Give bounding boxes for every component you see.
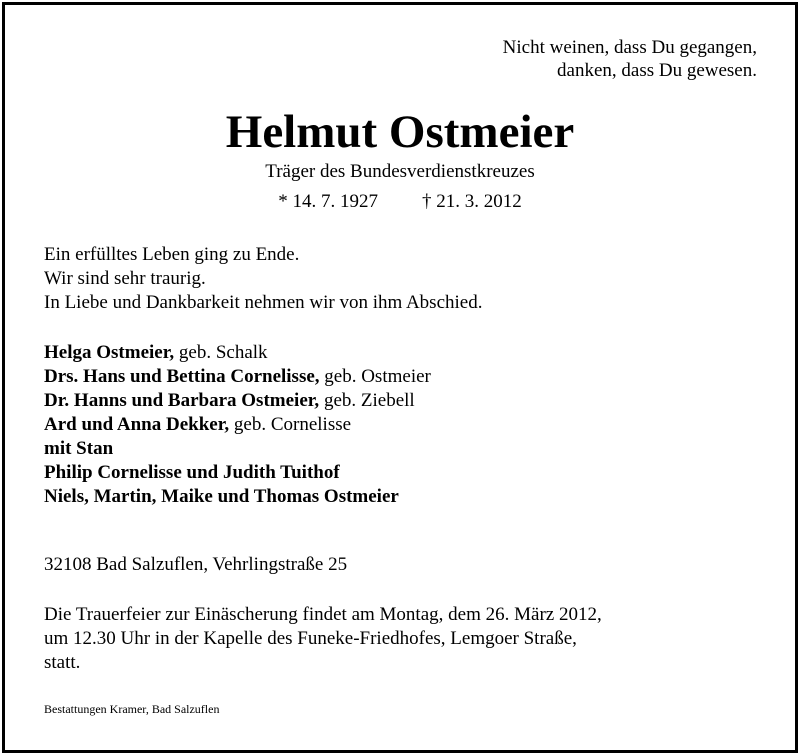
life-dates bbox=[0, 190, 800, 213]
quote-line: danken, dass Du gewesen. bbox=[557, 60, 757, 81]
mourner-entry: Philip Cornelisse und Judith Tuithof bbox=[44, 462, 340, 483]
quote-line: Nicht weinen, dass Du gegangen, bbox=[502, 37, 757, 58]
intro-line: Ein erfülltes Leben ging zu Ende. bbox=[44, 244, 300, 265]
deceased-name: Helmut Ostmeier bbox=[225, 106, 575, 158]
family-address: 32108 Bad Salzuflen, Vehrlingstraße 25 bbox=[44, 554, 348, 575]
intro-line: In Liebe und Dankbarkeit nehmen wir von ihm Abschied. bbox=[44, 292, 483, 313]
mourner-entry: Helga Ostmeier, geb. Schalk bbox=[44, 342, 268, 363]
service-line: Die Trauerfeier zur Einäscherung findet am Montag, dem 26. März 2012, bbox=[44, 604, 602, 625]
mourner-entry: Dr. Hanns und Barbara Ostmeier, geb. Ziebell bbox=[44, 390, 415, 411]
deceased-honor: Träger des Bundesverdienstkreuzes bbox=[265, 161, 535, 182]
mourner-entry: Niels, Martin, Maike und Thomas Ostmeier bbox=[44, 486, 399, 507]
memorial-quote bbox=[503, 36, 757, 82]
mourners-list bbox=[44, 341, 431, 509]
intro-text bbox=[44, 243, 482, 315]
mourner-entry: Ard und Anna Dekker, geb. Cornelisse bbox=[44, 414, 352, 435]
death-date: † 21. 3. 2012 bbox=[422, 191, 522, 212]
intro-line: Wir sind sehr traurig. bbox=[44, 268, 206, 289]
mourner-entry: Drs. Hans und Bettina Cornelisse, geb. Ostmeier bbox=[44, 366, 431, 387]
service-details bbox=[44, 603, 602, 675]
mourner-entry: mit Stan bbox=[44, 438, 114, 459]
service-line: statt. bbox=[44, 652, 81, 673]
birth-date: * 14. 7. 1927 bbox=[278, 191, 378, 212]
funeral-home: Bestattungen Kramer, Bad Salzuflen bbox=[44, 702, 220, 716]
service-line: um 12.30 Uhr in der Kapelle des Funeke-Friedhofes, Lemgoer Straße, bbox=[44, 628, 577, 649]
